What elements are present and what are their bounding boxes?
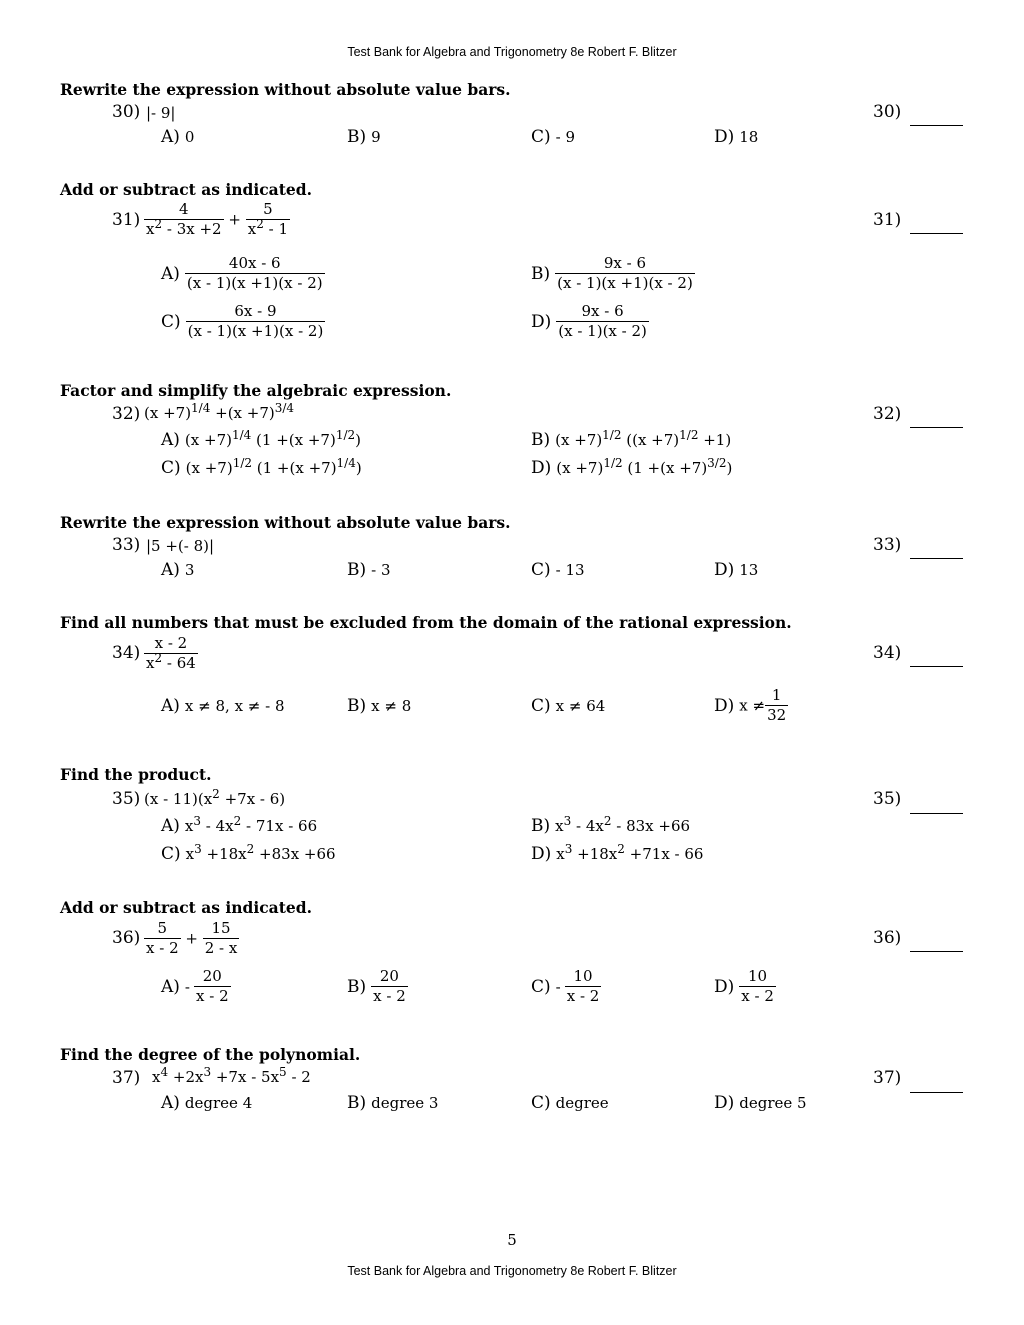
question-expression: $(x +7)^{1/4} +(x +7)^{3/4}$ [144,401,295,422]
option-sign: - [555,977,561,996]
option-b[interactable] [347,1093,438,1113]
answer-blank[interactable] [910,125,963,126]
option-text: degree [555,1094,609,1112]
answer-label: 34) [873,643,902,663]
page-number: 5 [507,1231,517,1249]
option-label: D) [714,127,735,147]
answer-blank[interactable] [910,1092,963,1093]
answer-blank[interactable] [910,558,963,559]
fraction: $\frac{6x - 9}{(x - 1)(x +1)(x - 2)}$ [187,302,324,340]
option-a[interactable] [161,816,317,836]
question-number: 31) [112,210,141,230]
section-instruction: Find the degree of the polynomial. [60,1045,361,1064]
option-text: - 13 [555,561,585,579]
option-c[interactable] [531,1093,609,1113]
option-label: B) [347,560,367,580]
option-c[interactable] [531,560,585,580]
option-a[interactable] [161,560,194,580]
option-text: degree 3 [371,1094,439,1112]
option-label: A) [161,1093,180,1113]
option-text: $x^3 +18x^2 +83x +66$ [185,842,336,863]
option-text: x ≠ 8, x ≠ - 8 [184,697,285,715]
question-number: 30) [112,102,141,122]
operator: + [185,929,198,948]
option-b[interactable] [347,127,381,147]
option-text: $(x +7)^{1/2}$ $((x +7)^{1/2} +1)$ [555,428,732,449]
question-expression: |- 9| [146,104,176,122]
answer-label: 32) [873,404,902,424]
fraction: $\frac{9x - 6}{(x - 1)(x +1)(x - 2)}$ [557,254,693,292]
option-text: - 3 [371,561,391,579]
option-b[interactable] [531,430,731,450]
question-expression: $(x - 11)(x^2 +7x - 6)$ [144,787,286,808]
section-instruction: Rewrite the expression without absolute value bars. [60,80,511,99]
option-b[interactable] [347,967,408,1006]
fraction: $\frac{1}{32}$ [767,686,787,724]
option-label: B) [531,430,551,450]
option-text: 3 [184,561,195,579]
question-number: 36) [112,928,141,948]
answer-blank[interactable] [910,427,963,428]
question-number: 37) [112,1068,141,1088]
option-label: D) [531,311,552,332]
option-d[interactable] [714,560,758,580]
option-label: D) [531,458,552,478]
option-c[interactable] [161,458,362,478]
option-a[interactable] [161,430,361,450]
question-expression [144,200,290,239]
option-a[interactable] [161,696,285,716]
answer-label: 30) [873,102,902,122]
option-text: x ≠ [739,696,766,715]
option-label: B) [347,1093,367,1113]
option-text: degree 5 [739,1094,807,1112]
fraction: $\frac{9x - 6}{(x - 1)(x - 2)}$ [558,302,647,340]
option-label: B) [347,976,367,997]
option-text: x ≠ 8 [371,697,412,715]
option-a[interactable] [161,1093,252,1113]
option-label: B) [347,127,367,147]
option-label: A) [161,696,180,716]
option-label: C) [531,127,551,147]
option-b[interactable] [531,254,695,293]
option-c[interactable] [161,844,336,864]
option-d[interactable] [531,844,703,864]
option-text: x ≠ 64 [555,697,606,715]
operator: + [228,210,241,229]
option-c[interactable] [531,696,605,716]
option-label: C) [161,458,181,478]
answer-blank[interactable] [910,813,963,814]
option-a[interactable] [161,127,194,147]
option-b[interactable] [347,696,411,716]
answer-label: 31) [873,210,902,230]
option-label: D) [531,844,552,864]
option-label: B) [347,696,367,716]
question-number: 32) [112,404,141,424]
option-text: 0 [184,128,195,146]
section-instruction: Find all numbers that must be excluded from the domain of the rational expression. [60,613,792,632]
option-text: $(x +7)^{1/2}$ $(1 +(x +7)^{3/2})$ [556,456,733,477]
fraction: $\frac{10}{x - 2}$ [741,967,774,1005]
option-label: A) [161,127,180,147]
answer-label: 33) [873,535,902,555]
section-instruction: Find the product. [60,765,212,784]
answer-blank[interactable] [910,951,963,952]
fraction: $\frac{10}{x - 2}$ [566,967,600,1005]
option-label: A) [161,560,180,580]
option-label: A) [161,816,180,836]
option-d[interactable] [714,967,776,1006]
option-label: A) [161,430,180,450]
option-text: 9 [371,128,381,146]
answer-blank[interactable] [910,666,963,667]
answer-label: 37) [873,1068,902,1088]
option-label: D) [714,1093,735,1113]
fraction: $\frac{40x - 6}{(x - 1)(x +1)(x - 2)}$ [186,254,323,292]
option-sign: - [184,977,190,996]
fraction: $\frac{x - 2}{x^2 - 64}$ [146,634,196,672]
section-instruction: Factor and simplify the algebraic expression. [60,381,452,400]
question-number: 33) [112,535,141,555]
option-text: $x^3 - 4x^2 - 71x - 66$ [184,814,318,835]
option-b[interactable] [347,560,391,580]
option-text: 18 [739,128,759,146]
option-label: C) [531,560,551,580]
option-label: A) [161,976,180,997]
option-d[interactable] [531,302,649,341]
option-label: C) [531,976,551,997]
option-label: D) [714,560,735,580]
answer-label: 35) [873,789,902,809]
question-expression: |5 +(- 8)| [146,537,215,555]
question-expression [144,919,239,958]
option-b[interactable] [531,816,690,836]
option-text: $(x +7)^{1/4}$ $(1 +(x +7)^{1/2})$ [184,428,361,449]
section-instruction: Rewrite the expression without absolute value bars. [60,513,511,532]
option-text: $(x +7)^{1/2}$ $(1 +(x +7)^{1/4})$ [185,456,362,477]
fraction: $\frac{5}{x - 2}$ [146,919,179,957]
option-label: C) [161,311,181,332]
answer-blank[interactable] [910,233,963,234]
section-instruction: Add or subtract as indicated. [60,180,312,199]
option-text: $x^3 +18x^2 +71x - 66$ [556,842,704,863]
option-label: A) [161,263,180,284]
page-header: Test Bank for Algebra and Trigonometry 8e Robert F. Blitzer [347,45,677,59]
option-a[interactable] [161,254,325,293]
option-label: C) [531,1093,551,1113]
question-expression: $x^4 +2x^3 +7x - 5x^5 - 2$ [152,1065,311,1086]
option-label: B) [531,816,551,836]
option-c[interactable] [161,302,325,341]
option-a[interactable] [161,967,231,1006]
option-d[interactable] [531,458,732,478]
option-label: C) [531,696,551,716]
option-c[interactable] [531,127,575,147]
option-label: D) [714,695,735,716]
fraction: $\frac{5}{x^2 - 1}$ [247,200,289,238]
fraction: $\frac{20}{x - 2}$ [373,967,406,1005]
option-d[interactable] [714,686,788,725]
fraction: $\frac{20}{x - 2}$ [196,967,229,1005]
option-text: degree 4 [184,1094,253,1112]
answer-label: 36) [873,928,902,948]
question-number: 34) [112,643,141,663]
question-expression [144,634,198,673]
fraction: $\frac{15}{2 - x}$ [204,919,238,957]
question-number: 35) [112,789,141,809]
fraction: $\frac{4}{x^2 - 3x +2}$ [146,200,222,238]
option-text: $x^3 - 4x^2 - 83x +66$ [555,814,691,835]
section-instruction: Add or subtract as indicated. [60,898,312,917]
option-text: - 9 [555,128,576,146]
option-label: B) [531,263,551,284]
option-d[interactable] [714,1093,807,1113]
page-footer: Test Bank for Algebra and Trigonometry 8e Robert F. Blitzer [347,1264,677,1278]
option-label: C) [161,844,181,864]
option-d[interactable] [714,127,758,147]
option-text: 13 [739,561,759,579]
option-c[interactable] [531,967,601,1006]
option-label: D) [714,976,735,997]
